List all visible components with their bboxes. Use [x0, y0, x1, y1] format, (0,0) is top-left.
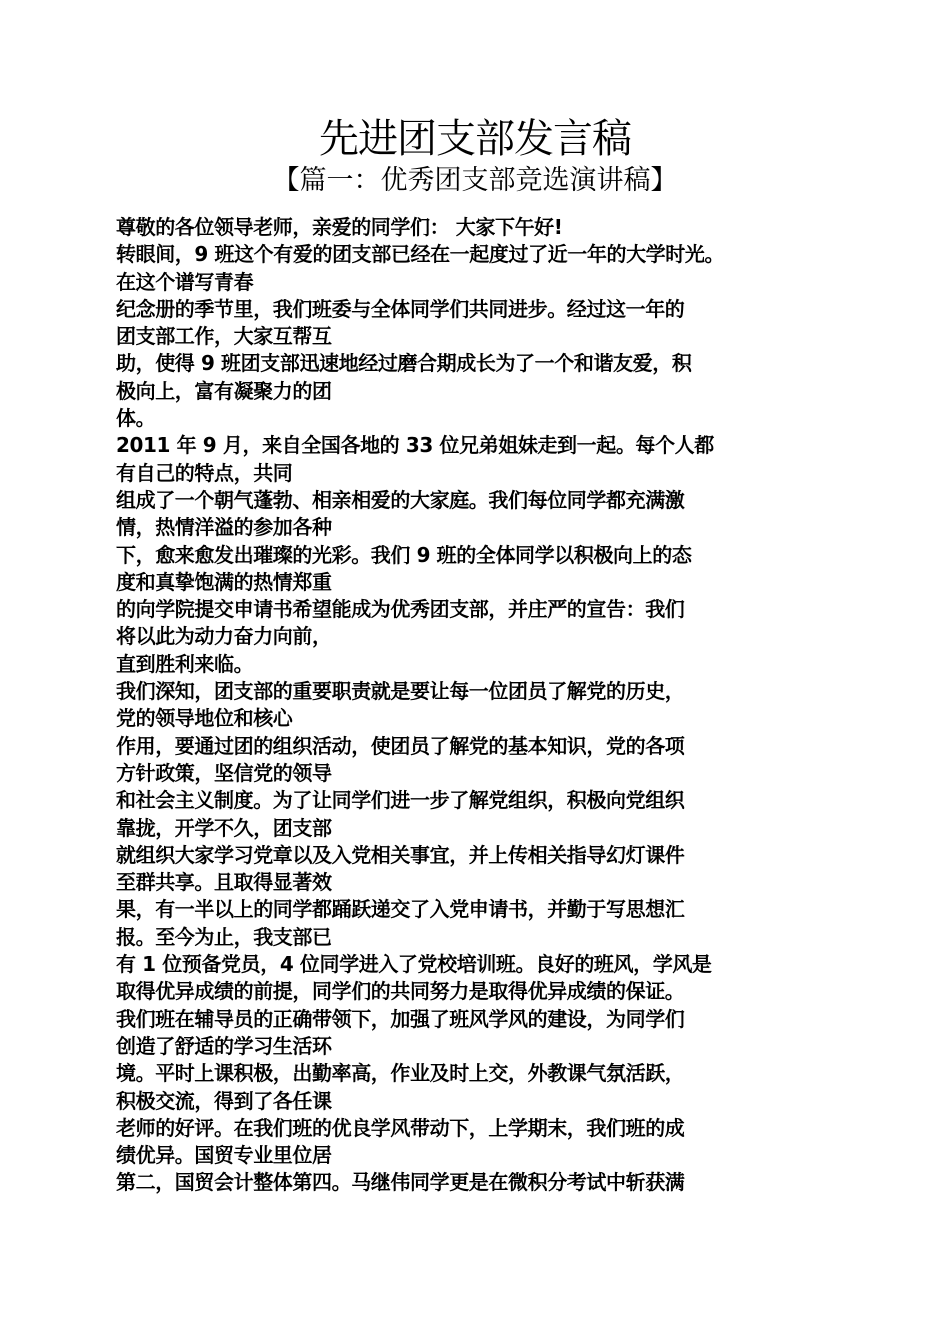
- text-line: 体。: [116, 406, 156, 431]
- text-line: 绩优异。国贸专业里位居: [116, 1143, 332, 1168]
- text-line: 度和真挚饱满的热情郑重: [116, 569, 332, 594]
- text-line: 尊敬的各位领导老师，亲爱的同学们： 大家下午好!: [116, 215, 563, 239]
- text-line: 就组织大家学习党章以及入党相关事宜，并上传相关指导幻灯课件: [116, 842, 685, 867]
- text-line: 有 1 位预备党员，4 位同学进入了党校培训班。良好的班风，学风是: [116, 952, 712, 977]
- text-line: 团支部工作，大家互帮互: [116, 324, 332, 349]
- text-line: 情，热情洋溢的参加各种: [116, 515, 332, 540]
- text-line: 极向上，富有凝聚力的团: [116, 378, 332, 403]
- text-line: 取得优异成绩的前提，同学们的共同努力是取得优异成绩的保证。: [116, 979, 685, 1004]
- text-line: 助，使得 9 班团支部迅速地经过磨合期成长为了一个和谐友爱，积: [116, 351, 692, 376]
- text-line: 在这个谱写青春: [116, 269, 254, 294]
- text-line: 我们深知，团支部的重要职责就是要让每一位团员了解党的历史，: [116, 679, 685, 704]
- text-line: 第二，国贸会计整体第四。马继伟同学更是在微积分考试中斩获满: [116, 1170, 685, 1195]
- text-line: 组成了一个朝气蓬勃、相亲相爱的大家庭。我们每位同学都充满激: [116, 487, 685, 512]
- text-line: 纪念册的季节里，我们班委与全体同学们共同进步。经过这一年的: [116, 296, 685, 321]
- text-line: 下，愈来愈发出璀璨的光彩。我们 9 班的全体同学以积极向上的态: [116, 542, 692, 567]
- text-line: 和社会主义制度。为了让同学们进一步了解党组织，积极向党组织: [116, 788, 685, 813]
- document-subtitle: 【篇一：优秀团支部竞选演讲稿】: [272, 165, 678, 196]
- document-title: 先进团支部发言稿: [319, 116, 631, 162]
- text-line: 有自己的特点，共同: [116, 460, 293, 485]
- text-line: 积极交流，得到了各任课: [116, 1088, 332, 1113]
- text-line: 党的领导地位和核心: [116, 706, 293, 731]
- text-line: 我们班在辅导员的正确带领下，加强了班风学风的建设，为同学们: [116, 1006, 685, 1031]
- text-line: 的向学院提交申请书希望能成为优秀团支部，并庄严的宣告：我们: [116, 597, 685, 622]
- text-line: 创造了舒适的学习生活环: [116, 1033, 332, 1058]
- text-line: 作用，要通过团的组织活动，使团员了解党的基本知识，党的各项: [116, 733, 685, 758]
- text-line: 转眼间，9 班这个有爱的团支部已经在一起度过了近一年的大学时光。: [116, 242, 725, 267]
- text-line: 靠拢，开学不久，团支部: [116, 815, 332, 840]
- text-line: 境。平时上课积极，出勤率高，作业及时上交，外教课气氛活跃，: [116, 1061, 685, 1086]
- text-line: 老师的好评。在我们班的优良学风带动下，上学期末，我们班的成: [116, 1115, 685, 1140]
- text-line: 2011 年 9 月，来自全国各地的 33 位兄弟姐妹走到一起。每个人都: [116, 433, 714, 458]
- text-line: 直到胜利来临。: [116, 651, 254, 676]
- text-line: 果，有一半以上的同学都踊跃递交了入党申请书，并勤于写思想汇: [116, 897, 685, 922]
- text-line: 将以此为动力奋力向前，: [116, 624, 332, 649]
- text-line: 报。至今为止，我支部已: [116, 924, 332, 949]
- document-body: [116, 214, 856, 1197]
- text-line: 方针政策，坚信党的领导: [116, 760, 332, 785]
- text-line: 至群共享。且取得显著效: [116, 870, 332, 895]
